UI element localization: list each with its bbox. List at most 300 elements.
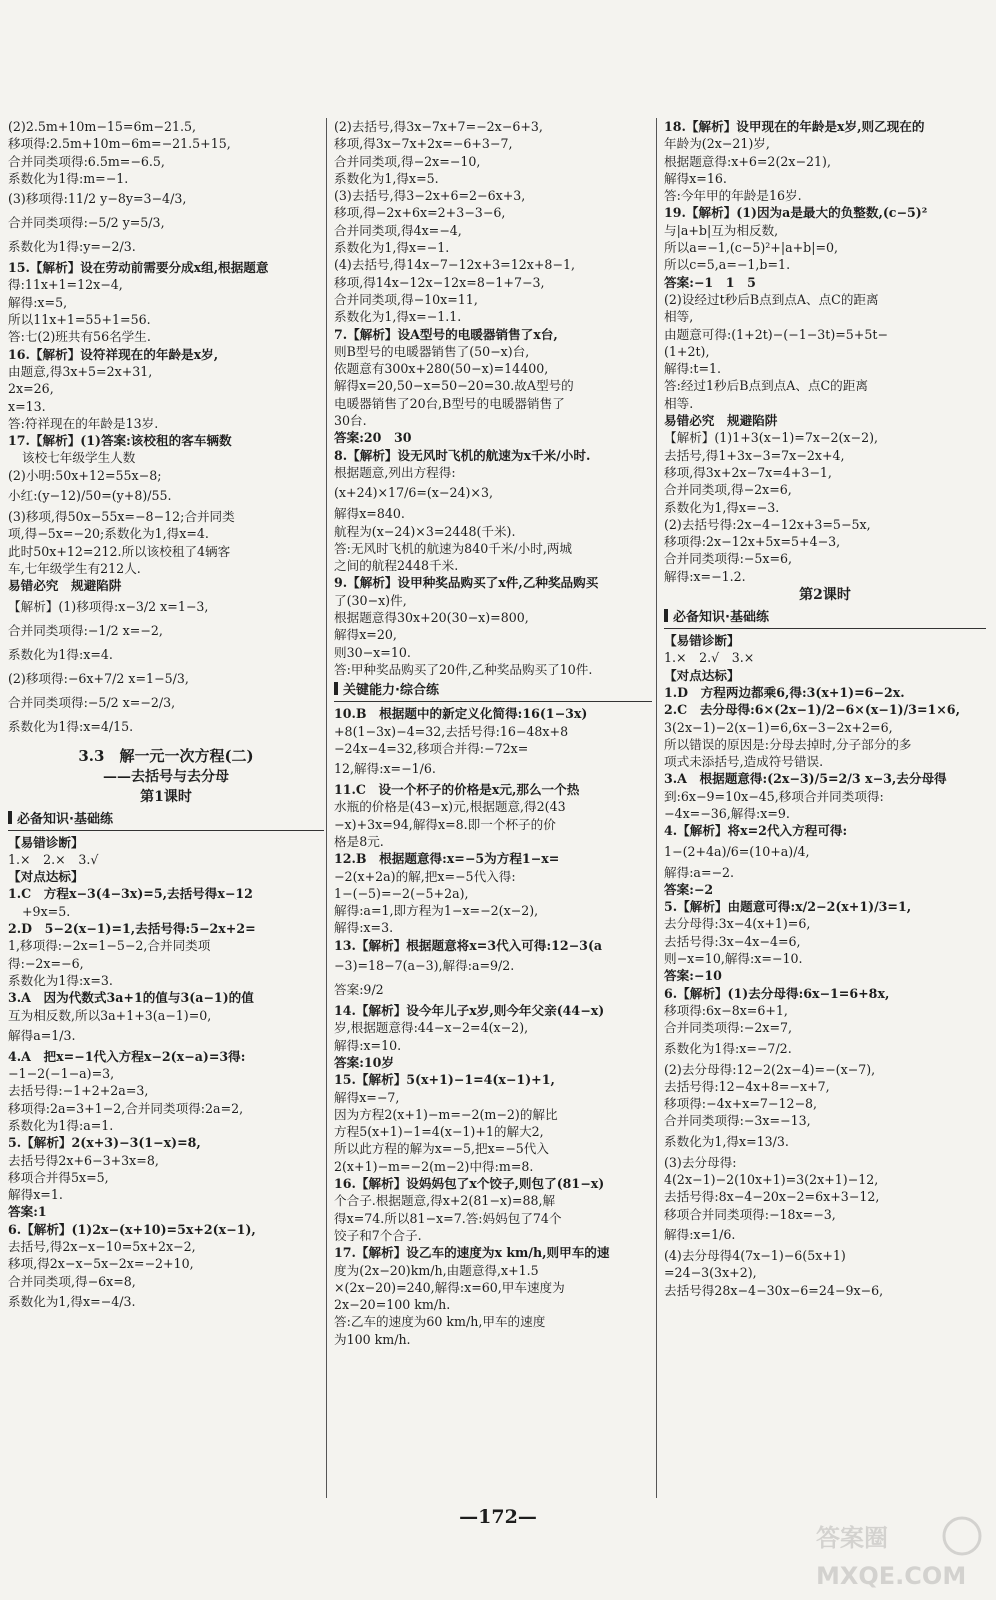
band-marker-icon [8,811,12,824]
answer-line [664,753,986,770]
answer-line [8,187,324,211]
line-text: −3)=18−7(a−3),解得:a=9/2. [334,958,515,974]
line-text: 解得x=20, [334,627,397,643]
answer-line [664,239,986,256]
line-text: (3)去分母得: [664,1154,737,1170]
section-subtitle [664,585,986,605]
answer-line [8,1152,324,1169]
answer-line [8,1117,324,1134]
line-text: 格是8元. [334,833,384,849]
line-text: 解得:x=−1.2. [664,568,746,584]
line-text: 年龄为(2x−21)岁, [664,136,770,152]
answer-line [664,187,986,204]
answer-line [664,1171,986,1188]
line-text: 饺子和7个合子. [334,1227,422,1243]
answer-line [664,915,986,932]
line-text: 系数化为1,得x=−1.1. [334,309,462,325]
answer-line [664,499,986,516]
line-text: 4(2x−1)−2(10x+1)=3(2x+1)−12, [664,1172,879,1188]
line-text: 移项,得14x−12x−12x=8−1+7−3, [334,274,545,290]
answer-line [664,429,986,446]
answer-line [334,574,652,591]
answer-line [334,705,652,722]
line-text: 项式未添括号,造成符号错误. [664,754,824,770]
line-text: 移项得:−4x+x=7−12−8, [664,1096,818,1112]
section-band [664,608,986,629]
answer-line [664,308,986,325]
line-text: 答:乙车的速度为60 km/h,甲车的速度 [334,1314,546,1330]
line-text: 2(x+1)−m=−2(m−2)中得:m=8. [334,1158,534,1174]
line-text: 系数化为1得:m=−1. [8,170,129,186]
answer-line [334,954,652,978]
line-text: 3(2x−1)−2(x−1)=6,6x−3−2x+2=6, [664,719,893,735]
answer-line [8,449,324,466]
line-text: 4.A 把x=−1代入方程x−2(x−a)=3得: [8,1048,246,1064]
answer-line [8,311,324,328]
answer-line [334,1227,652,1244]
line-text: 则B型号的电暖器销售了(50−x)台, [334,343,530,359]
line-text: 系数化为1得:x=−7/2. [664,1040,792,1056]
line-text: 解得x=1. [8,1187,63,1203]
line-text: 合并同类项,得−2x=−10, [334,153,481,169]
answer-line [664,135,986,152]
line-text: 15.【解析】5(x+1)−1=4(x−1)+1, [334,1072,555,1088]
line-text: (2)去括号,得3x−7x+7=−2x−6+3, [334,119,543,134]
section-title [8,745,324,767]
answer-line [334,170,652,187]
line-text: (4)去分母得4(7x−1)−6(5x+1) [664,1247,846,1263]
answer-line [664,967,986,984]
answer-line [8,691,324,715]
answer-line [664,256,986,273]
answer-line [664,950,986,967]
line-text: 30台. [334,413,367,429]
answer-line [334,885,652,902]
answer-line [664,881,986,898]
line-text: 【解析】(1)移项得:x−3/2 x=1−3, [8,598,209,614]
line-text: 17.【解析】设乙车的速度为x km/h,则甲车的速 [334,1245,610,1261]
line-text: 1.D 方程两边都乘6,得:3(x+1)=6−2x. [664,684,905,700]
answer-line [664,1130,986,1154]
answer-line [664,360,986,377]
line-text: 因为方程2(x+1)−m=−2(m−2)的解比 [334,1106,558,1122]
answer-line [8,989,324,1006]
section-band [334,681,652,702]
line-text: (2)设经过t秒后B点到点A、点C的距离 [664,291,879,307]
line-text: −4x=−36,解得:x=9. [664,805,790,821]
answer-line [8,380,324,397]
answer-line [8,543,324,560]
line-text: (2)小明:50x+12=55x−8; [8,467,162,483]
answer-line [334,557,652,574]
answer-line [664,933,986,950]
line-text: 第2课时 [799,587,851,604]
answer-line [664,684,986,701]
column-middle [334,118,652,1348]
answer-line [334,833,652,850]
answer-line [8,937,324,954]
line-text: 19.【解析】(1)因为a是最大的负整数,(c−5)² [664,205,928,221]
line-text: 系数化为1得:a=1. [8,1117,114,1133]
line-text: 则−x=10,解得:x=−10. [664,951,803,967]
line-text: 易错必究 规避陷阱 [8,578,122,594]
line-text: 项,得−5x=−20;系数化为1,得x=4. [8,526,209,542]
column-left [8,118,324,1314]
line-text: 移项得:2.5m+10m−6m=−21.5+15, [8,136,231,152]
line-text: −24x−4=32,移项合并得:−72x= [334,740,529,756]
line-text: 与|a+b|互为相反数, [664,222,779,238]
answer-line [664,1223,986,1247]
answer-line [8,1048,324,1065]
line-text: 得x=74.所以81−x=7.答:妈妈包了74个 [334,1210,562,1226]
answer-line [664,701,986,718]
answer-line [664,481,986,498]
answer-line [8,903,324,920]
line-text: (2)移项得:−6x+7/2 x=1−5/3, [8,670,189,686]
answer-line [8,834,324,851]
answer-line [334,661,652,678]
answer-line [334,902,652,919]
line-text: 答:七(2)班共有56名学生. [8,329,151,345]
answer-line [334,1158,652,1175]
line-text: 8.【解析】设无风时飞机的航速为x千米/小时. [334,447,591,463]
line-text: 合并同类项得:−3x=−13, [664,1113,811,1129]
answer-line [8,1065,324,1082]
answer-line [8,346,324,363]
line-text: 移项得:2x−12x+5x=5+4−3, [664,534,841,550]
line-text: (2)2.5m+10m−15=6m−21.5, [8,119,197,134]
line-text: 2.D 5−2(x−1)=1,去括号得:5−2x+2= [8,921,256,937]
line-text: 小红:(y−12)/50=(y+8)/55. [8,488,172,504]
line-text: (1+2t), [664,343,710,359]
line-text: 2x=26, [8,381,54,397]
line-text: 【对点达标】 [8,869,84,885]
line-text: 度为(2x−20)km/h,由题意得,x+1.5 [334,1262,539,1278]
line-text: 6.【解析】(1)2x−(x+10)=5x+2(x−1), [8,1221,256,1237]
answer-line [8,577,324,594]
answer-line [664,649,986,666]
line-text: 6.【解析】(1)去分母得:6x−1=6+8x, [664,985,890,1001]
answer-line [664,274,986,291]
line-text: 则30−x=10. [334,644,411,660]
line-text: 依题意有300x+280(50−x)=14400, [334,361,549,377]
line-text: 到:6x−9=10x−45,移项合并同类项得: [664,788,884,804]
line-text: 11.C 设一个杯子的价格是x元,那么一个热 [334,782,580,798]
answer-line [8,525,324,542]
answer-line [664,1247,986,1264]
answer-line [334,222,652,239]
answer-line [664,985,986,1002]
line-text: 3.A 根据题意得:(2x−3)/5=2/3 x−3,去分母得 [664,771,947,787]
line-text: 合并同类项得:−1/2 x=−2, [8,622,163,638]
line-text: 【易错诊断】 [8,834,84,850]
line-text: 个合子.根据题意,得x+2(81−x)=88,解 [334,1193,556,1209]
answer-line [334,850,652,867]
answer-line [664,343,986,360]
line-text: 12,解得:x=−1/6. [334,761,436,777]
line-text: 答:符祥现在的年龄是13岁. [8,415,159,431]
answer-line [334,644,652,661]
answer-line [334,204,652,221]
answer-line [334,978,652,1002]
answer-line [664,153,986,170]
answer-line [8,484,324,508]
line-text: 13.【解析】根据题意将x=3代入可得:12−3(a [334,937,603,953]
answer-line [334,1192,652,1209]
answer-line [334,1244,652,1261]
answer-line [334,187,652,204]
answer-line [334,937,652,954]
answer-line [8,868,324,885]
answer-line [334,1262,652,1279]
answer-line [334,1296,652,1313]
line-text: 去括号得2x+6−3+3x=8, [8,1152,159,1168]
answer-line [664,516,986,533]
line-text: 4.【解析】将x=2代入方程可得: [664,823,848,839]
line-text: 合并同类项得:6.5m=−6.5, [8,153,165,169]
answer-line [8,643,324,667]
line-text: 所以错误的原因是:分母去掉时,分子部分的多 [664,736,912,752]
answer-line [664,1112,986,1129]
line-text: 17.【解析】(1)答案:该校租的客车辆数 [8,433,232,449]
line-text: 9.【解析】设甲种奖品购买了x件,乙种奖品购买 [334,575,599,591]
line-text: 解得:x=3. [334,920,394,936]
line-text: 合并同类项,得−2x=6, [664,482,792,498]
line-text: 5.【解析】2(x+3)−3(1−x)=8, [8,1135,201,1151]
answer-line [664,1206,986,1223]
answer-line [334,1089,652,1106]
answer-line [8,211,324,235]
line-text: 解得x=20,50−x=50−20=30.故A型号的 [334,378,574,394]
answer-line [8,398,324,415]
answer-line [8,153,324,170]
answer-line [334,523,652,540]
answer-line [334,1106,652,1123]
line-text: 去括号,得1+3x−3=7x−2x+4, [664,447,845,463]
line-text: 第1课时 [140,788,192,805]
answer-line [334,291,652,308]
line-text: 移项,得−2x+6x=2+3−3−6, [334,205,506,221]
answer-line [8,1221,324,1238]
line-text: 必备知识·基础练 [17,811,113,827]
band-marker-icon [664,609,668,622]
line-text: 航程为(x−24)×3=2448(千米). [334,523,516,539]
line-text: x=13. [8,398,46,414]
line-text: 根据题意,列出方程得: [334,464,456,480]
answer-line [8,619,324,643]
line-text: 根据题意得30x+20(30−x)=800, [334,610,529,626]
line-text: 12.B 根据题意得:x=−5为方程1−x= [334,851,560,867]
answer-line [8,259,324,276]
answer-line [334,326,652,343]
line-text: 所以11x+1=55+1=56. [8,312,151,328]
answer-line [8,1238,324,1255]
answer-line [664,1019,986,1036]
line-text: 16.【解析】设符祥现在的年龄是x岁, [8,346,219,362]
section-subtitle [8,787,324,807]
answer-line [8,1186,324,1203]
line-text: 答案:20 30 [334,430,412,446]
line-text: 解得:x=1/6. [664,1226,736,1242]
answer-line [8,1203,324,1220]
answer-line [664,770,986,787]
line-text: 去括号得:12−4x+8=−x+7, [664,1078,830,1094]
line-text: 7.【解析】设A型号的电暖器销售了x台, [334,326,558,342]
line-text: (2)去分母得:12−2(2x−4)=−(x−7), [664,1061,876,1077]
line-text: 根据题意得:x+6=2(2x−21), [664,153,831,169]
line-text: 15.【解析】设在劳动前需要分成x组,根据题意 [8,260,269,276]
answer-line [664,118,986,135]
line-text: 系数化为1,得x=−3. [664,499,780,515]
line-text: =24−3(3x+2), [664,1265,757,1281]
section-band [8,810,324,831]
line-text: 解得x=16. [664,170,727,186]
answer-line [334,1140,652,1157]
line-text: 为100 km/h. [334,1331,411,1347]
answer-line [334,118,652,135]
answer-line [334,256,652,273]
answer-line [334,816,652,833]
line-text: 解得:t=1. [664,361,722,377]
line-text: 水瓶的价格是(43−x)元,根据题意,得2(43 [334,799,566,815]
line-text: 关键能力·综合练 [343,683,439,699]
answer-line [8,432,324,449]
line-text: 系数化为1得:x=4/15. [8,718,134,734]
watermark-logo [812,1512,982,1592]
answer-line [8,1134,324,1151]
line-text: 系数化为1,得x=−1. [334,240,450,256]
answer-line [664,1282,986,1299]
column-divider [656,118,657,1498]
answer-line [334,868,652,885]
line-text: 之间的航程2448千米. [334,558,459,574]
answer-line [334,1175,652,1192]
band-marker-icon [334,682,338,695]
answer-line [664,1002,986,1019]
line-text: 答案:−10 [664,968,722,984]
line-text: 所以c=5,a=−1,b=1. [664,257,791,273]
answer-line [334,540,652,557]
answer-line [334,609,652,626]
answer-line [334,429,652,446]
line-text: 合并同类项得:−2x=7, [664,1020,793,1036]
answer-line [8,955,324,972]
line-text: 由题意可得:(1+2t)−(−1−3t)=5+5t− [664,326,888,342]
answer-line [664,864,986,881]
answer-line [664,898,986,915]
answer-line [334,505,652,522]
answer-line [334,1019,652,1036]
line-text: 去括号,得2x−x−10=5x+2x−2, [8,1239,196,1255]
answer-line [8,715,324,739]
answer-line [664,447,986,464]
line-text: 去括号得28x−4−30x−6=24−9x−6, [664,1282,884,1298]
line-text: (3)去括号,得3−2x+6=2−6x+3, [334,188,526,204]
line-text: 车,七年级学生有212人. [8,560,141,576]
answer-line [664,464,986,481]
line-text: 了(30−x)件, [334,592,407,608]
line-text: 移项合并得5x=5, [8,1169,109,1185]
answer-line [8,235,324,259]
answer-line [664,395,986,412]
answer-line [664,1095,986,1112]
answer-line [664,1264,986,1281]
line-text: 1.× 2.√ 3.× [664,650,755,666]
line-text: 合并同类项得:−5x=6, [664,551,793,567]
answer-line [334,781,652,798]
answer-line [664,568,986,585]
answer-line [334,447,652,464]
line-text: (4)去括号,得14x−7−12x+3=12x+8−1, [334,257,575,273]
line-text: 相等, [664,309,694,325]
answer-line [664,840,986,864]
line-text: 易错必究 规避陷阱 [664,413,778,429]
answer-line [334,239,652,256]
answer-line [664,667,986,684]
line-text: 去括号得:8x−4−20x−2=6x+3−12, [664,1189,880,1205]
answer-line [334,308,652,325]
line-text: 该校七年级学生人数 [22,450,136,466]
line-text: 答:经过1秒后B点到点A、点C的距离 [664,378,868,394]
answer-line [8,363,324,380]
answer-line [8,118,324,135]
line-text: 岁,根据题意得:44−x−2=4(x−2), [334,1020,529,1036]
line-text: 答案:−1 1 5 [664,274,756,290]
line-text: 【解析】(1)1+3(x−1)=7x−2(x−2), [664,430,879,446]
answer-line [8,294,324,311]
answer-line [8,1100,324,1117]
line-text: 合并同类项得:−5/2 y=5/3, [8,215,165,231]
line-text: 14.【解析】设今年儿子x岁,则今年父亲(44−x) [334,1003,605,1019]
answer-line [8,1169,324,1186]
line-text: 移项,得3x−7x+2x=−6+3−7, [334,136,513,152]
line-text: 此时50x+12=212.所以该校租了4辆客 [8,543,231,559]
answer-line [334,592,652,609]
line-text: 系数化为1得:x=4. [8,646,113,662]
line-text: 答:甲种奖品购买了20件,乙种奖品购买了10件. [334,661,593,677]
line-text: 得:11x+1=12x−4, [8,277,123,293]
line-text: 系数化为1得:x=3. [8,972,113,988]
line-text: 移项得:6x−8x=6+1, [664,1002,788,1018]
line-text: 2x−20=100 km/h. [334,1297,451,1313]
answer-line [8,1082,324,1099]
line-text: 答案:−2 [664,881,714,897]
line-text: 所以此方程的解为x=−5,把x=−5代入 [334,1141,549,1157]
line-text: 移项,得3x+2x−7x=4+3−1, [664,464,832,480]
answer-line [664,1188,986,1205]
line-text: 答案:9/2 [334,982,384,998]
line-text: 合并同类项,得4x=−4, [334,222,462,238]
answer-line [8,920,324,937]
answer-line [334,1054,652,1071]
answer-line [664,1061,986,1078]
line-text: 系数化为1得:y=−2/3. [8,239,136,255]
line-text: 合并同类项,得−6x=8, [8,1273,136,1289]
page-number: —172— [459,1506,537,1528]
answer-line [664,736,986,753]
line-text: (x+24)×17/6=(x−24)×3, [334,485,493,501]
line-text: 系数化为1,得x=5. [334,170,439,186]
line-text: 去括号得:3x−4x−4=6, [664,933,801,949]
line-text: +9x=5. [22,903,71,919]
answer-line [8,1255,324,1272]
answer-line [8,972,324,989]
line-text: (3)移项,得50x−55x=−8−12;合并同类 [8,509,235,525]
answer-line [664,222,986,239]
answer-line [334,1331,652,1348]
line-text: 10.B 根据题中的新定义化简得:16(1−3x) [334,706,588,722]
answer-line [334,1210,652,1227]
